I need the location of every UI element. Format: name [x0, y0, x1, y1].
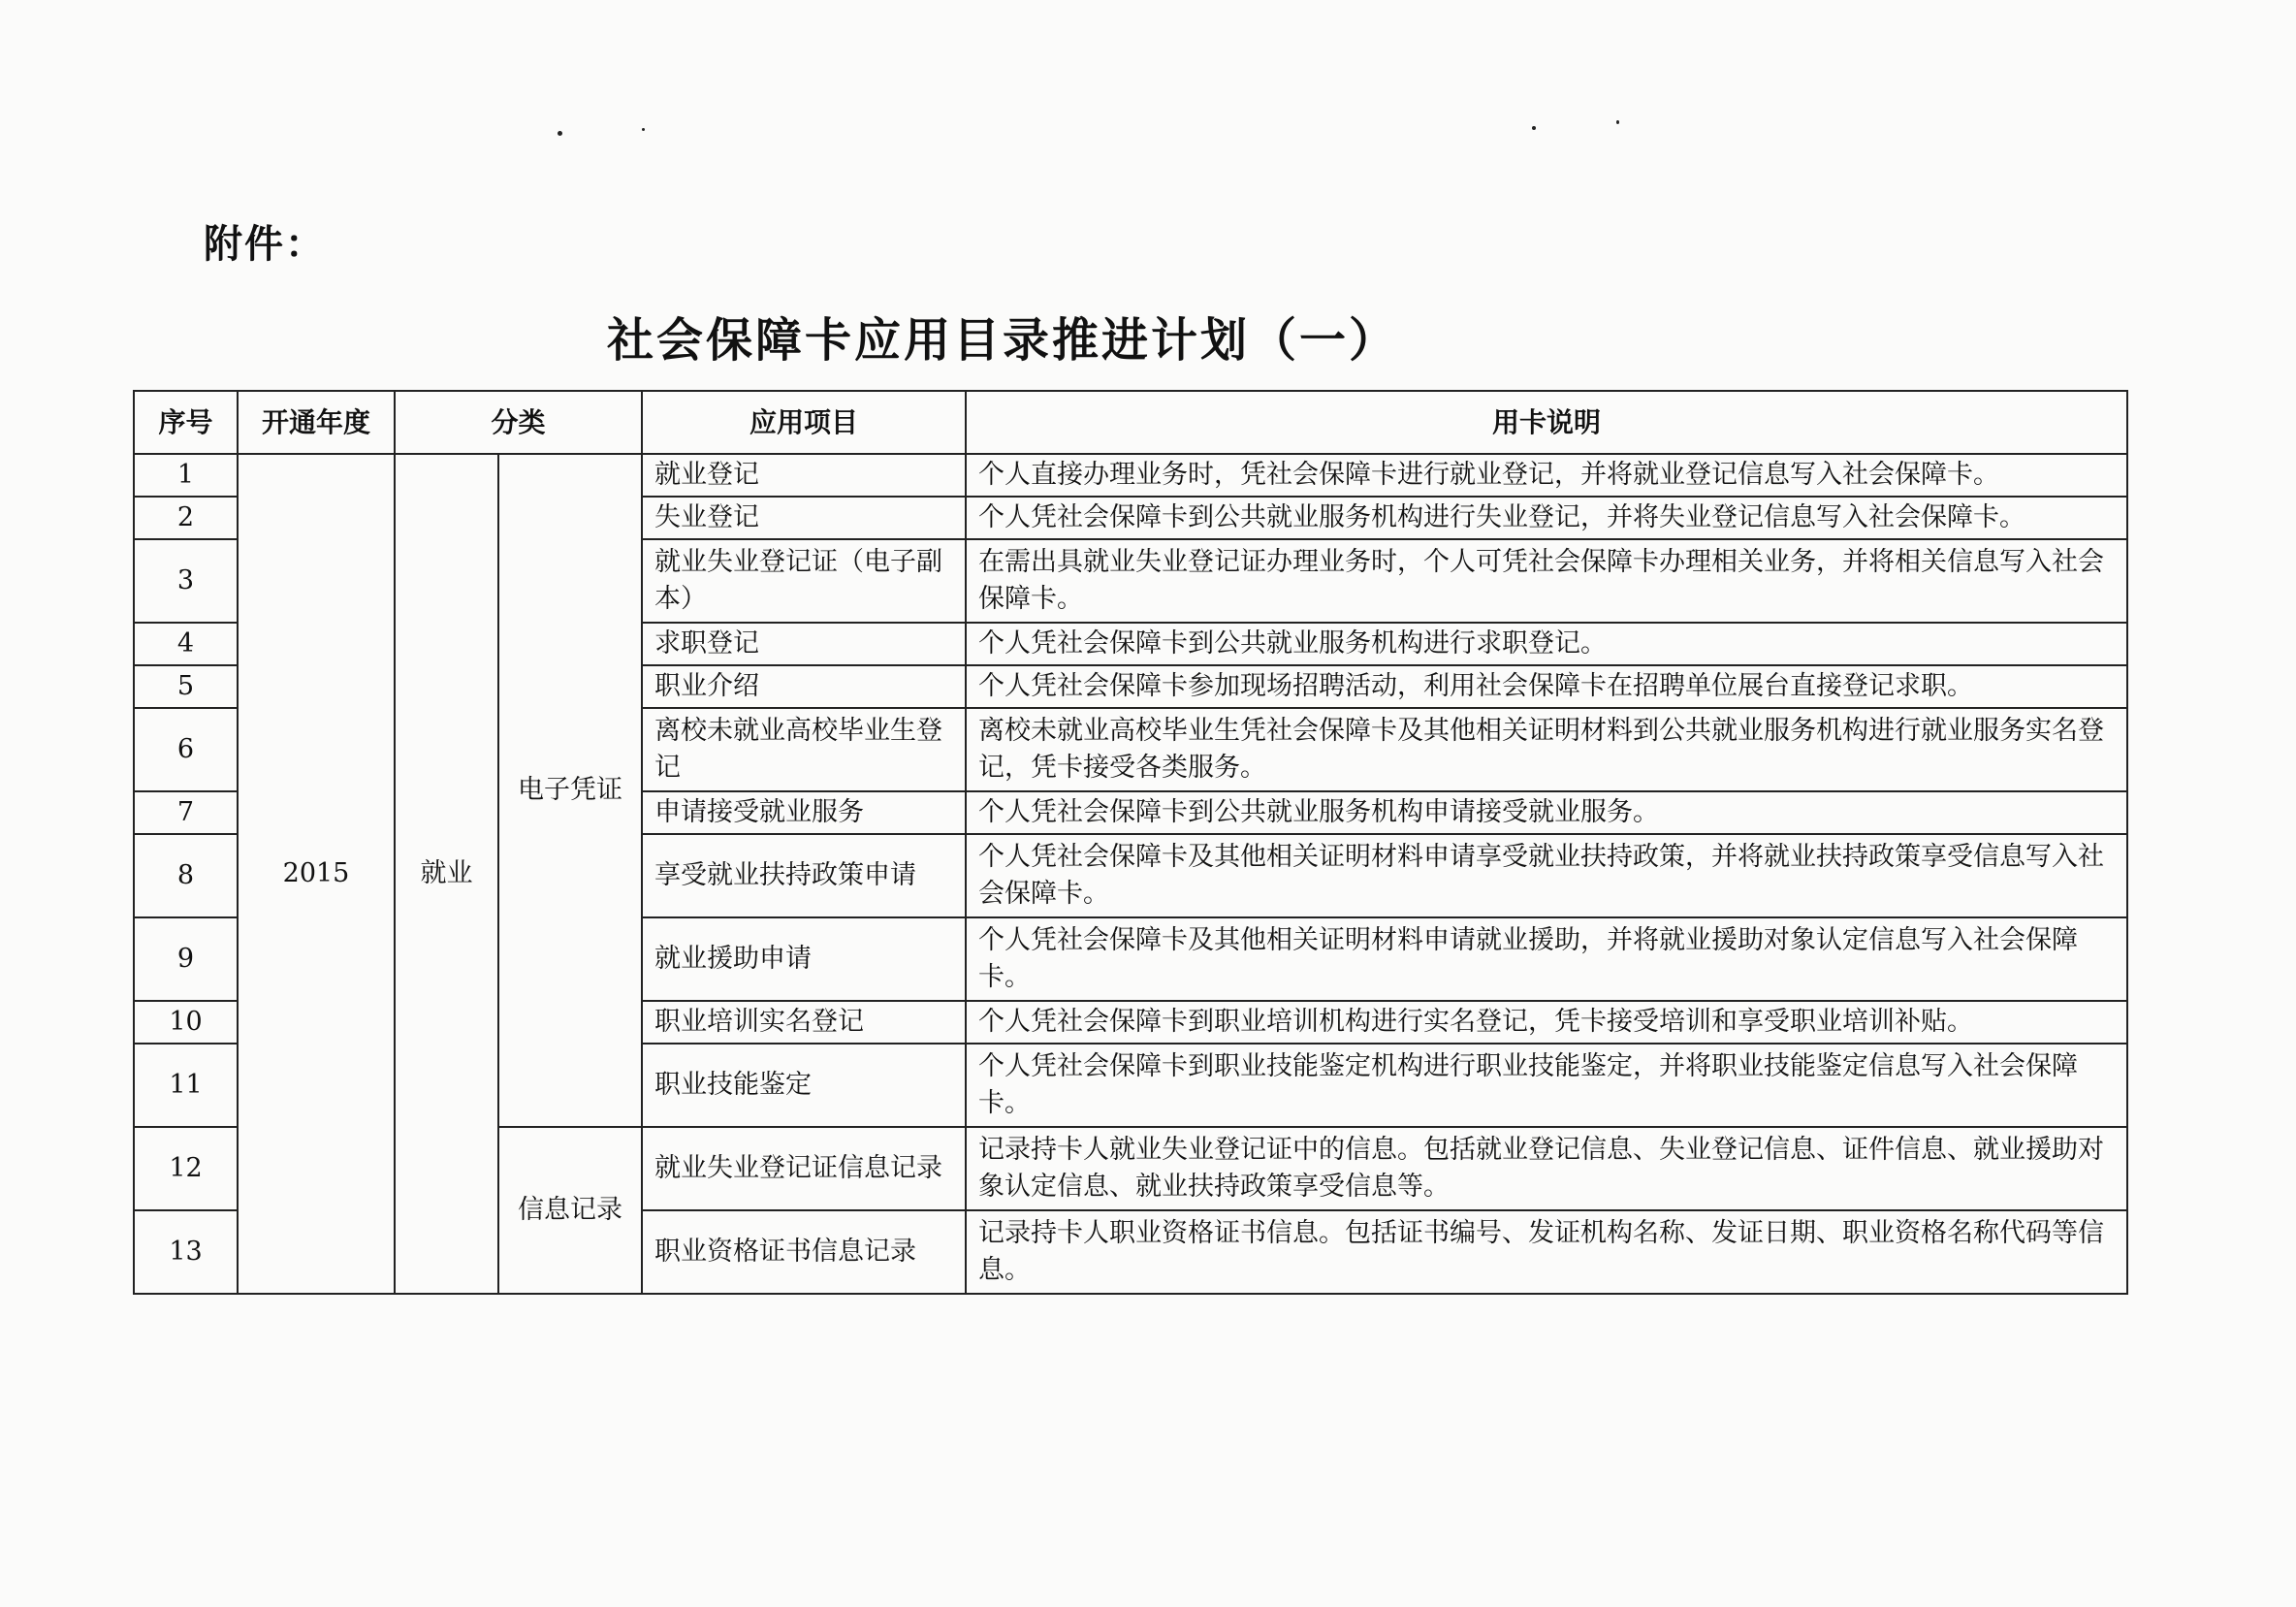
row-no: 4 [134, 623, 238, 665]
row-no: 2 [134, 497, 238, 539]
row-desc: 个人凭社会保障卡到职业技能鉴定机构进行职业技能鉴定，并将职业技能鉴定信息写入社会保障卡。 [966, 1044, 2127, 1127]
row-desc: 个人凭社会保障卡参加现场招聘活动，利用社会保障卡在招聘单位展台直接登记求职。 [966, 665, 2127, 708]
scan-speck [558, 131, 562, 136]
scan-speck [1532, 126, 1536, 130]
row-item: 职业培训实名登记 [642, 1001, 966, 1044]
year-cell: 2015 [238, 454, 395, 1294]
scan-speck [642, 128, 645, 131]
row-item: 失业登记 [642, 497, 966, 539]
row-item: 享受就业扶持政策申请 [642, 834, 966, 917]
header-item: 应用项目 [642, 391, 966, 454]
header-no: 序号 [134, 391, 238, 454]
row-item: 离校未就业高校毕业生登记 [642, 708, 966, 791]
page-title-text: 社会保障卡应用目录推进计划（一） [606, 313, 1398, 368]
row-no: 12 [134, 1127, 238, 1210]
row-no: 5 [134, 665, 238, 708]
catalog-table [133, 390, 2128, 1295]
table-row [134, 454, 2127, 497]
row-no: 1 [134, 454, 238, 497]
row-no: 9 [134, 917, 238, 1001]
row-desc: 个人凭社会保障卡到公共就业服务机构进行失业登记，并将失业登记信息写入社会保障卡。 [966, 497, 2127, 539]
row-item: 就业登记 [642, 454, 966, 497]
row-desc: 个人凭社会保障卡及其他相关证明材料申请享受就业扶持政策，并将就业扶持政策享受信息写入社会保障卡。 [966, 834, 2127, 917]
row-item: 职业资格证书信息记录 [642, 1210, 966, 1294]
row-desc: 记录持卡人就业失业登记证中的信息。包括就业登记信息、失业登记信息、证件信息、就业援助对象认定信息、就业扶持政策享受信息等。 [966, 1127, 2127, 1210]
category-cell: 就业 [395, 454, 498, 1294]
row-item: 职业介绍 [642, 665, 966, 708]
row-item: 求职登记 [642, 623, 966, 665]
row-no: 13 [134, 1210, 238, 1294]
row-no: 11 [134, 1044, 238, 1127]
row-desc: 个人凭社会保障卡到公共就业服务机构申请接受就业服务。 [966, 791, 2127, 834]
row-desc: 个人直接办理业务时，凭社会保障卡进行就业登记，并将就业登记信息写入社会保障卡。 [966, 454, 2127, 497]
header-category: 分类 [395, 391, 642, 454]
row-no: 8 [134, 834, 238, 917]
row-no: 7 [134, 791, 238, 834]
group-info-record: 信息记录 [498, 1127, 642, 1294]
row-desc: 在需出具就业失业登记证办理业务时，个人可凭社会保障卡办理相关业务，并将相关信息写入社会保障卡。 [966, 539, 2127, 623]
group-electronic-voucher: 电子凭证 [498, 454, 642, 1127]
row-no: 3 [134, 539, 238, 623]
row-desc: 个人凭社会保障卡到公共就业服务机构进行求职登记。 [966, 623, 2127, 665]
row-item: 就业援助申请 [642, 917, 966, 1001]
row-item: 就业失业登记证信息记录 [642, 1127, 966, 1210]
row-desc: 记录持卡人职业资格证书信息。包括证书编号、发证机构名称、发证日期、职业资格名称代码等信息。 [966, 1210, 2127, 1294]
attachment-label: 附件： [204, 222, 326, 267]
page-title [0, 303, 2296, 370]
table-header-row [134, 391, 2127, 454]
header-year: 开通年度 [238, 391, 395, 454]
row-desc: 个人凭社会保障卡到职业培训机构进行实名登记，凭卡接受培训和享受职业培训补贴。 [966, 1001, 2127, 1044]
row-no: 10 [134, 1001, 238, 1044]
row-no: 6 [134, 708, 238, 791]
row-desc: 个人凭社会保障卡及其他相关证明材料申请就业援助，并将就业援助对象认定信息写入社会保障卡。 [966, 917, 2127, 1001]
row-desc: 离校未就业高校毕业生凭社会保障卡及其他相关证明材料到公共就业服务机构进行就业服务实名登记，凭卡接受各类服务。 [966, 708, 2127, 791]
row-item: 职业技能鉴定 [642, 1044, 966, 1127]
header-desc: 用卡说明 [966, 391, 2127, 454]
row-item: 就业失业登记证（电子副本） [642, 539, 966, 623]
scan-speck [1616, 120, 1619, 124]
row-item: 申请接受就业服务 [642, 791, 966, 834]
